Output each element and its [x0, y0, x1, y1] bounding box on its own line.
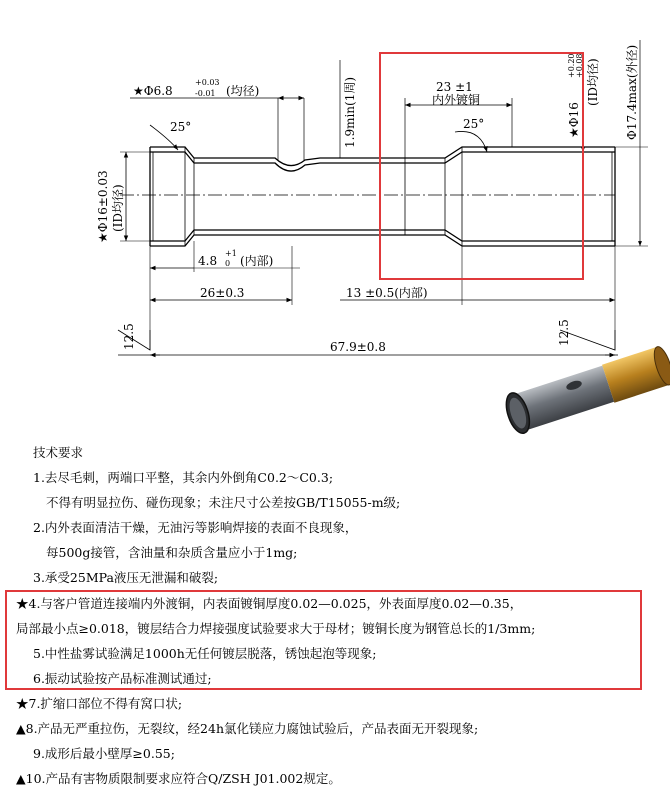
dim-od68-text: ★Φ6.8	[133, 84, 173, 98]
note-7: ★7.扩缩口部位不得有窝口状;	[16, 696, 183, 711]
dim-48-tol-dn: 0	[225, 259, 231, 268]
note-5: 5.中性盐雾试验满足1000h无任何镀层脱落，锈蚀起泡等现象;	[33, 646, 377, 661]
note-3: 3.承受25MPa液压无泄漏和破裂;	[33, 570, 219, 585]
rough-right-text: 12.5	[557, 319, 571, 346]
dim-od174-text: Φ17.4max(外径)	[625, 44, 639, 140]
dim-1-9-text: 1.9min(1周)	[343, 76, 357, 148]
roughness-left	[118, 323, 160, 355]
highlight-box-drawing	[379, 52, 584, 280]
note-8: ▲8.产品无严重拉伤，无裂纹，经24h氯化镁应力腐蚀试验后，产品表面无开裂现象;	[16, 721, 479, 736]
notes-title: 技术要求	[33, 445, 84, 460]
dim-48-note: (内部)	[240, 254, 274, 268]
roughness-right	[557, 319, 618, 355]
dim-od16-left-note: (ID均径)	[111, 184, 125, 232]
dim-od16-right-text: ★Φ16	[567, 102, 581, 138]
angle-right-text: 25°	[463, 117, 485, 131]
note-1: 1.去尽毛刺，两端口平整，其余内外倒角C0.2～C0.3;	[33, 470, 334, 485]
note-2-cont: 每500g接管，含油量和杂质含量应小于1mg;	[46, 545, 298, 560]
dim-od68-tol-up: +0.03	[195, 78, 220, 87]
dim-od174	[615, 40, 648, 246]
dim-23-text: 23 ±1	[436, 80, 473, 94]
dim-679-text: 67.9±0.8	[330, 340, 386, 354]
rough-left-text: 12.5	[122, 323, 136, 350]
dim-od16-right-tol-dn: +0.08	[575, 53, 584, 78]
dim-od68-note: (均径)	[226, 84, 260, 98]
note-1-cont: 不得有明显拉伤、碰伤现象；未注尺寸公差按GB/T15055-m级;	[46, 495, 401, 510]
dim-od16-left-text: ★Φ16±0.03	[96, 170, 110, 243]
dim-od16-left	[96, 152, 150, 243]
dim-48-tol-up: +1	[225, 249, 237, 258]
dim-13-text: 13 ±0.5(内部)	[346, 286, 428, 300]
dim-od16-right-note: (ID均径)	[586, 58, 600, 106]
angle-left-text: 25°	[170, 120, 192, 134]
note-9: 9.成形后最小壁厚≥0.55;	[33, 746, 175, 761]
dim-26-text: 26±0.3	[200, 286, 245, 300]
dim-od16-right-tol-up: +0.20	[567, 53, 576, 78]
note-10: ▲10.产品有害物质限制要求应符合Q/ZSH J01.002规定。	[16, 771, 341, 786]
note-4-cont: 局部最小点≥0.018，镀层结合力焊接强度试验要求大于母材；镀铜长度为钢管总长的1/3mm;	[16, 621, 536, 636]
pipe-3d-render	[502, 344, 670, 436]
note-6: 6.振动试验按产品标准测试通过;	[33, 671, 212, 686]
note-4: ★4.与客户管道连接端内外渡铜，内表面镀铜厚度0.02—0.025，外表面厚度0.02—0.35，	[16, 596, 523, 611]
angle-left	[150, 120, 191, 150]
dim-23-note: 内外镀铜	[432, 93, 481, 107]
dim-679	[150, 340, 615, 355]
note-2: 2.内外表面清洁干燥，无油污等影响焊接的表面不良现象，	[33, 520, 358, 535]
dim-od68-tol-dn: -0.01	[195, 89, 216, 98]
dim-48-text: 4.8	[198, 254, 218, 268]
dim-1-9	[340, 60, 357, 158]
dim-od68	[130, 78, 304, 160]
